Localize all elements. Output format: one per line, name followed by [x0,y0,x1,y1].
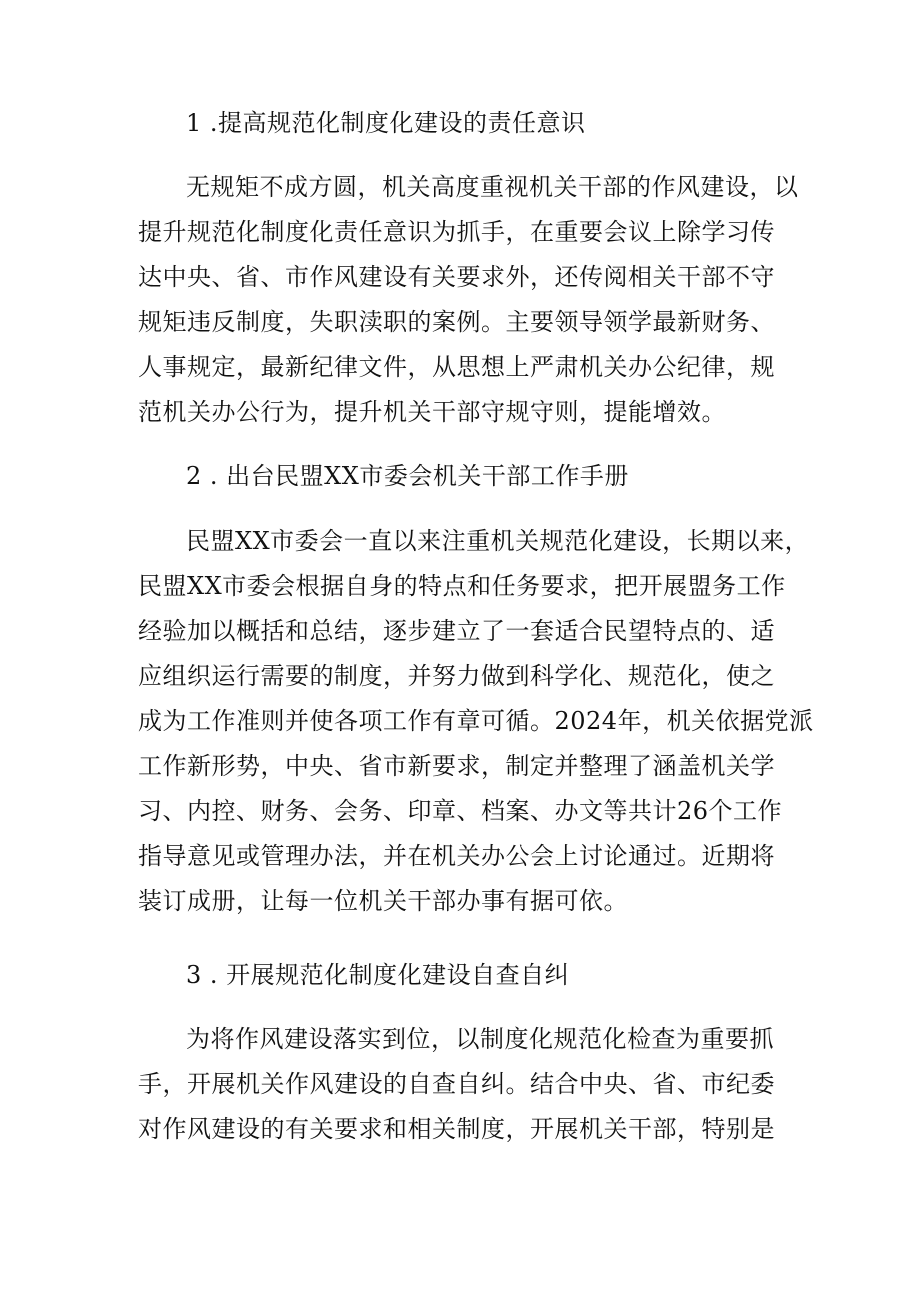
section-1-heading: 1 .提高规范化制度化建设的责任意识 [186,109,586,137]
section-2-line-7: 习、内控、财务、会务、印章、档案、办文等共计26个工作 [138,797,783,825]
section-3-line-3: 对作风建设的有关要求和相关制度，开展机关干部，特别是 [138,1115,775,1143]
section-1-line-1: 无规矩不成方圆，机关高度重视机关干部的作风建设，以 [186,173,799,201]
section-2-line-8: 指导意见或管理办法，并在机关办公会上讨论通过。近期将 [138,842,775,870]
section-2-line-5: 成为工作准则并使各项工作有章可循。2024年，机关依据党派 [138,707,814,735]
section-2-line-9: 装订成册，让每一位机关干部办事有据可依。 [138,887,628,915]
section-1-line-4: 规矩违反制度，失职渎职的案例。主要领导领学最新财务、 [138,308,775,336]
section-3-line-1: 为将作风建设落实到位，以制度化规范化检查为重要抓 [186,1025,774,1053]
section-2-line-3: 经验加以概括和总结，逐步建立了一套适合民望特点的、适 [138,617,775,645]
section-1-line-3: 达中央、省、市作风建设有关要求外，还传阅相关干部不守 [138,263,775,291]
section-2-line-1: 民盟XX市委会一直以来注重机关规范化建设，长期以来， [186,527,810,555]
section-2-line-4: 应组织运行需要的制度，并努力做到科学化、规范化，使之 [138,662,775,690]
section-3-heading: 3 . 开展规范化制度化建设自查自纠 [186,961,570,989]
section-3-line-2: 手，开展机关作风建设的自查自纠。结合中央、省、市纪委 [138,1070,775,1098]
section-2-heading: 2 . 出台民盟XX市委会机关干部工作手册 [186,462,629,490]
section-1-line-5: 人事规定，最新纪律文件，从思想上严肃机关办公纪律，规 [138,353,775,381]
section-2-line-6: 工作新形势，中央、省市新要求，制定并整理了涵盖机关学 [138,752,775,780]
section-1-line-2: 提升规范化制度化责任意识为抓手，在重要会议上除学习传 [138,218,775,246]
section-1-line-6: 范机关办公行为，提升机关干部守规守则，提能增效。 [138,398,726,426]
section-2-line-2: 民盟XX市委会根据自身的特点和任务要求，把开展盟务工作 [138,572,786,600]
